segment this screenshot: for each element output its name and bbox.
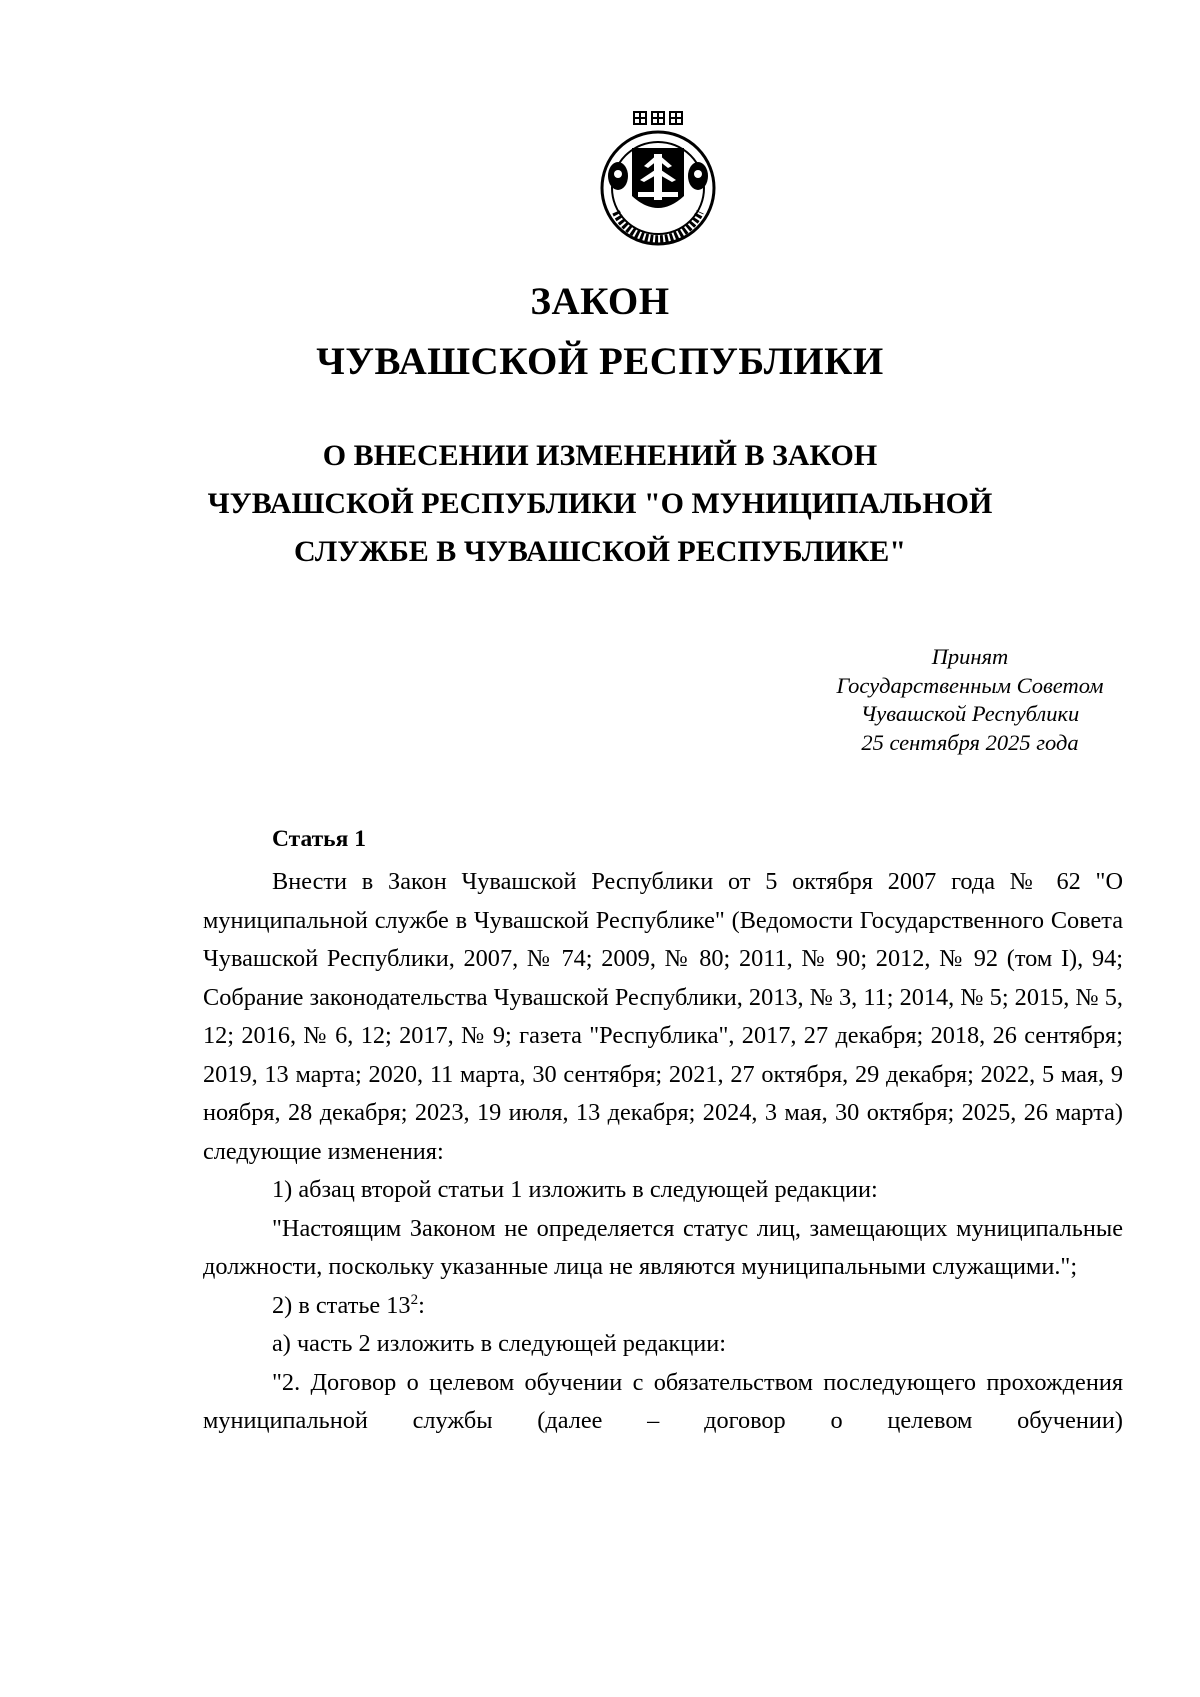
article-heading: Статья 1 [272,826,366,852]
chuvash-republic-emblem-icon [592,108,724,248]
emblem-crown [634,112,682,124]
item-2-text: 2) в статье 13 [272,1291,411,1319]
law-title: ЗАКОН [530,280,670,323]
article-intro: Внести в Закон Чувашской Республики от 5 октября 2007 года № 62 "О муниципальной службе в Чувашской Республике" (Ведомости Государственного Совета Чувашской Республики, 2007, № 74; 2009, № 80; 2011, № 90; 2012, № 92 (том I), 94; Собрание законодательства Чувашской Республики, 2013, № 3, 11; 2014, № 5; 2015, № 5, 12; 2016, № 6, 12; 2017, № 9; газета "Республика", 2017, 27 декабря; 2018, 26 сентября; 2019, 13 марта; 2020, 11 марта, 30 сентября; 2021, 27 октября, 29 декабря; 2022, 5 мая, 9 ноября, 28 декабря; 2023, 19 июля, 13 декабря; 2024, 3 мая, 30 октября; 2025, 26 марта) следующие изменения: [203,868,1123,1165]
adoption-line: Принят [931,644,1009,669]
subtitle-line: СЛУЖБЕ В ЧУВАШСКОЙ РЕСПУБЛИКЕ" [294,535,906,568]
article-quote-1: "Настоящим Законом не определяется статус лиц, замещающих муниципальные должности, поскольку указанные лица не являются муниципальными служащими."; [203,1214,1123,1280]
adoption-line: Государственным Советом [836,672,1104,698]
article-item-2 [203,1287,1123,1326]
article-item-2a: а) часть 2 изложить в следующей редакции: [272,1330,727,1357]
article-quote-2: "2. Договор о целевом обучении с обязательством последующего прохождения муниципальной службы (далее – договор о целевом обучении) [203,1368,1123,1434]
adoption-date: 25 сентября 2025 года [861,729,1079,755]
item-2-superscript: 2 [410,1291,419,1308]
adoption-note [770,643,1170,757]
subtitle-line: ЧУВАШСКОЙ РЕСПУБЛИКИ "О МУНИЦИПАЛЬНОЙ [207,487,993,520]
article-body [203,863,1123,1441]
adoption-line: Чувашской Республики [860,701,1080,726]
item-2-colon: : [418,1291,425,1319]
law-subtitle [0,432,1200,576]
subtitle-line: О ВНЕСЕНИИ ИЗМЕНЕНИЙ В ЗАКОН [322,439,878,472]
law-republic-title: ЧУВАШСКОЙ РЕСПУБЛИКИ [316,340,884,383]
article-item-1: 1) абзац второй статьи 1 изложить в следующей редакции: [272,1176,878,1203]
